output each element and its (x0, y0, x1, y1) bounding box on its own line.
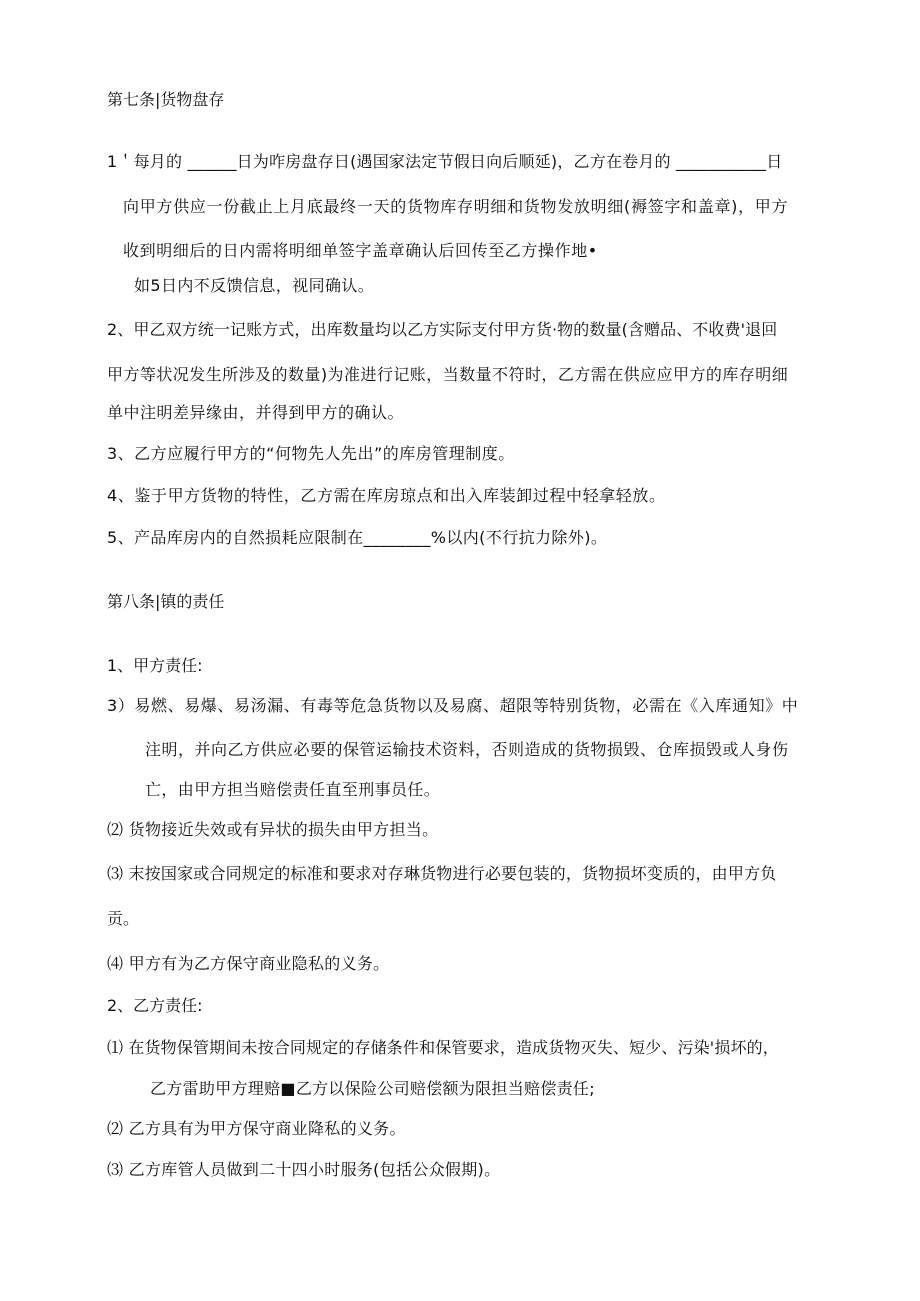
paragraph-line: 2、甲乙双方统一记账方式，出库数量均以乙方实际支付甲方货·物的数量(含赠品、不收费'退回 (107, 320, 778, 339)
paragraph-line: 1、甲方责任: (107, 656, 203, 675)
paragraph-line: 4、鉴于甲方货物的特性，乙方需在库房琼点和出入库装卸过程中轻拿轻放。 (107, 486, 666, 505)
paragraph-line: 注明，并向乙方供应必要的保管运输技术资料，否则造成的货物损毁、仓库损毁或人身伤 (145, 740, 789, 759)
paragraph-line: ⑶ 末按国家或合同规定的标准和要求对存琳货物进行必要包装的，货物损坏变质的，由甲方负 (107, 864, 777, 883)
paragraph-line: 贡。 (107, 909, 140, 928)
article-7-heading: 第七条|货物盘存 (107, 90, 225, 109)
paragraph-line: 5、产品库房内的自然损耗应限制在________%以内(不行抗力除外)。 (107, 528, 608, 547)
paragraph-line: 乙方雷助甲方理赔■乙方以保险公司赔偿额为限担当赔偿责任; (150, 1079, 595, 1098)
paragraph-line: ⑶ 乙方库管人员做到二十四小时服务(包括公众假期)。 (107, 1160, 501, 1179)
paragraph-line: 亡，由甲方担当赔偿责任直至刑事员任。 (145, 780, 441, 799)
paragraph-line: 甲方等状况发生所涉及的数量)为准进行记账，当数量不符时，乙方需在供应应甲方的库存明细 (107, 365, 789, 384)
paragraph-line: ⑴ 在货物保管期间未按合同规定的存储条件和保管要求，造成货物灭失、短少、污染'损坏的， (107, 1038, 779, 1057)
paragraph-line: ⑵ 乙方具有为甲方保守商业降私的义务。 (107, 1119, 406, 1138)
paragraph-line: 收到明细后的日内需将明细单签字盖章确认后回传至乙方操作地• (123, 241, 598, 260)
paragraph-line: 3、乙方应履行甲方的“何物先人先出”的库房管理制度。 (107, 444, 515, 463)
paragraph-line: 3）易燃、易爆、易汤漏、有毒等危急货物以及易腐、超限等特别货物，必需在《入库通知》中 (107, 696, 799, 715)
article-8-heading: 第八条|镇的责任 (107, 592, 225, 611)
paragraph-line: ⑷ 甲方有为乙方保守商业隐私的义务。 (107, 954, 390, 973)
paragraph-line: 向甲方供应一份截止上月底最终一天的货物库存明细和货物发放明细(褥签字和盖章)，甲方 (123, 197, 789, 216)
paragraph-line: 1＇每月的 ______日为咋房盘存日(遇国家法定节假日向后顺延)，乙方在卷月的 ___________日 (107, 152, 783, 171)
paragraph-line: 2、乙方责任: (107, 996, 203, 1015)
paragraph-line: 单中注明差异缘由，并得到甲方的确认。 (107, 403, 405, 422)
paragraph-line: ⑵ 货物接近失效或有异状的损失由甲方担当。 (107, 820, 439, 839)
paragraph-line: 如5日内不反馈信息，视同确认。 (134, 276, 375, 295)
